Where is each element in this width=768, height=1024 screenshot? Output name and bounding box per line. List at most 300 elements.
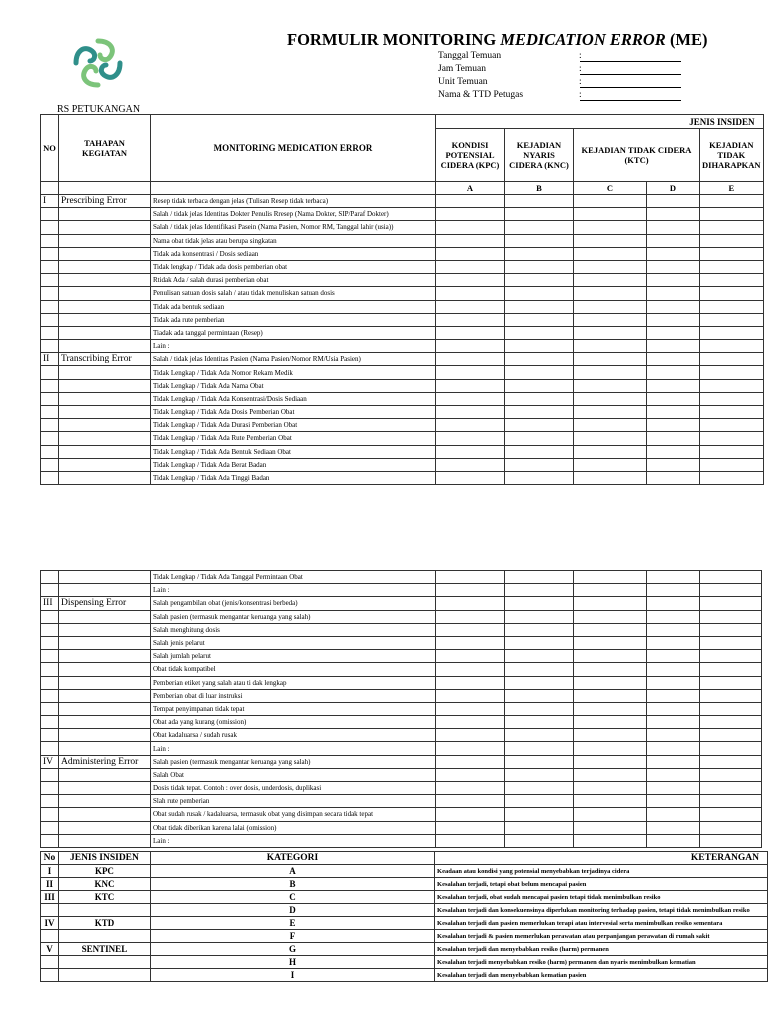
check-cell-e[interactable] <box>700 610 762 623</box>
check-cell-c[interactable] <box>574 729 647 742</box>
check-cell-d[interactable] <box>647 597 700 610</box>
check-cell-b[interactable] <box>505 392 574 405</box>
check-cell-d[interactable] <box>647 571 700 584</box>
check-cell-c[interactable] <box>574 260 647 273</box>
check-cell-a[interactable] <box>436 676 505 689</box>
header-letter-a: A <box>436 182 505 195</box>
check-cell-c[interactable] <box>574 287 647 300</box>
row-stage <box>59 768 151 781</box>
check-cell-a[interactable] <box>436 432 505 445</box>
check-cell-c[interactable] <box>574 313 647 326</box>
check-cell-d[interactable] <box>647 795 700 808</box>
check-cell-b[interactable] <box>505 432 574 445</box>
check-cell-c[interactable] <box>574 676 647 689</box>
check-cell-e[interactable] <box>700 584 762 597</box>
check-cell-e[interactable] <box>700 702 762 715</box>
check-cell-c[interactable] <box>574 663 647 676</box>
row-stage <box>59 432 151 445</box>
check-cell-c[interactable] <box>574 610 647 623</box>
check-cell-e[interactable] <box>700 406 764 419</box>
check-cell-b[interactable] <box>505 221 574 234</box>
check-cell-b[interactable] <box>505 702 574 715</box>
form-fields <box>438 51 688 103</box>
check-cell-c[interactable] <box>574 742 647 755</box>
check-cell-c[interactable] <box>574 782 647 795</box>
check-cell-c[interactable] <box>574 458 647 471</box>
check-cell-c[interactable] <box>574 366 647 379</box>
check-cell-a[interactable] <box>436 702 505 715</box>
check-cell-b[interactable] <box>505 571 574 584</box>
field-unit-temuan[interactable] <box>438 77 688 90</box>
check-cell-d[interactable] <box>647 808 700 821</box>
check-cell-a[interactable] <box>436 379 505 392</box>
check-cell-e[interactable] <box>700 247 764 260</box>
check-cell-c[interactable] <box>574 768 647 781</box>
check-cell-d[interactable] <box>647 260 700 273</box>
check-cell-c[interactable] <box>574 571 647 584</box>
check-cell-d[interactable] <box>647 340 700 353</box>
table-row <box>41 247 764 260</box>
check-cell-c[interactable] <box>574 808 647 821</box>
table-row <box>41 597 762 610</box>
check-cell-b[interactable] <box>505 821 574 834</box>
check-cell-c[interactable] <box>574 353 647 366</box>
table-row <box>41 610 762 623</box>
row-item: Obat kadaluarsa / sudah rusak <box>151 729 436 742</box>
check-cell-a[interactable] <box>436 571 505 584</box>
check-cell-c[interactable] <box>574 584 647 597</box>
check-cell-d[interactable] <box>647 432 700 445</box>
legend-keterangan: Kesalahan terjadi & pasien memerlukan perawatan atau perpanjangan perawatan di rumah sakit <box>435 930 768 943</box>
check-cell-e[interactable] <box>700 650 762 663</box>
check-cell-e[interactable] <box>700 729 762 742</box>
check-cell-b[interactable] <box>505 610 574 623</box>
check-cell-a[interactable] <box>436 623 505 636</box>
check-cell-b[interactable] <box>505 471 574 484</box>
header-jenis-insiden: JENIS INSIDEN <box>436 115 764 129</box>
check-cell-e[interactable] <box>700 676 762 689</box>
check-cell-e[interactable] <box>700 195 764 208</box>
check-cell-b[interactable] <box>505 195 574 208</box>
check-cell-b[interactable] <box>505 326 574 339</box>
check-cell-d[interactable] <box>647 471 700 484</box>
check-cell-e[interactable] <box>700 471 764 484</box>
check-cell-a[interactable] <box>436 313 505 326</box>
row-item: Salah Obat <box>151 768 436 781</box>
check-cell-d[interactable] <box>647 274 700 287</box>
row-item: Rtidak Ada / salah durasi pemberian obat <box>151 274 436 287</box>
field-nama-ttd[interactable] <box>438 90 688 103</box>
check-cell-b[interactable] <box>505 353 574 366</box>
check-cell-e[interactable] <box>700 234 764 247</box>
check-cell-b[interactable] <box>505 808 574 821</box>
legend-jenis <box>58 956 150 969</box>
check-cell-d[interactable] <box>647 584 700 597</box>
check-cell-d[interactable] <box>647 326 700 339</box>
check-cell-a[interactable] <box>436 419 505 432</box>
legend-no <box>41 904 59 917</box>
check-cell-d[interactable] <box>647 313 700 326</box>
check-cell-d[interactable] <box>647 208 700 221</box>
check-cell-a[interactable] <box>436 808 505 821</box>
row-item: Salah pengambilan obat (jenis/konsentrasi berbeda) <box>151 597 436 610</box>
check-cell-e[interactable] <box>700 571 762 584</box>
check-cell-a[interactable] <box>436 274 505 287</box>
check-cell-c[interactable] <box>574 636 647 649</box>
legend-jenis: KTD <box>58 917 150 930</box>
row-number <box>41 221 59 234</box>
check-cell-d[interactable] <box>647 636 700 649</box>
legend-no: V <box>41 943 59 956</box>
check-cell-d[interactable] <box>647 379 700 392</box>
field-tanggal-temuan[interactable] <box>438 51 688 64</box>
check-cell-a[interactable] <box>436 260 505 273</box>
check-cell-d[interactable] <box>647 234 700 247</box>
check-cell-b[interactable] <box>505 458 574 471</box>
check-cell-e[interactable] <box>700 379 764 392</box>
check-cell-d[interactable] <box>647 702 700 715</box>
field-colon: : <box>579 90 582 100</box>
check-cell-a[interactable] <box>436 584 505 597</box>
check-cell-b[interactable] <box>505 663 574 676</box>
check-cell-e[interactable] <box>700 782 762 795</box>
check-cell-b[interactable] <box>505 729 574 742</box>
row-number <box>41 676 59 689</box>
row-stage: Administering Error <box>59 755 151 768</box>
check-cell-c[interactable] <box>574 597 647 610</box>
check-cell-e[interactable] <box>700 834 762 847</box>
row-stage <box>59 234 151 247</box>
check-cell-d[interactable] <box>647 353 700 366</box>
check-cell-b[interactable] <box>505 419 574 432</box>
check-cell-b[interactable] <box>505 782 574 795</box>
check-cell-a[interactable] <box>436 716 505 729</box>
row-stage <box>59 821 151 834</box>
check-cell-e[interactable] <box>700 755 762 768</box>
check-cell-e[interactable] <box>700 353 764 366</box>
row-item: Salah pasien (termasuk mengantar keruanga yang salah) <box>151 755 436 768</box>
check-cell-a[interactable] <box>436 782 505 795</box>
check-cell-d[interactable] <box>647 729 700 742</box>
check-cell-a[interactable] <box>436 610 505 623</box>
check-cell-d[interactable] <box>647 195 700 208</box>
row-stage <box>59 742 151 755</box>
check-cell-c[interactable] <box>574 471 647 484</box>
check-cell-a[interactable] <box>436 221 505 234</box>
table-body-page-2 <box>41 571 762 848</box>
check-cell-e[interactable] <box>700 221 764 234</box>
check-cell-e[interactable] <box>700 458 764 471</box>
check-cell-b[interactable] <box>505 287 574 300</box>
check-cell-c[interactable] <box>574 208 647 221</box>
header-ktd: KEJADIAN TIDAK DIHARAPKAN <box>700 129 764 182</box>
check-cell-d[interactable] <box>647 689 700 702</box>
check-cell-a[interactable] <box>436 300 505 313</box>
check-cell-c[interactable] <box>574 300 647 313</box>
check-cell-c[interactable] <box>574 234 647 247</box>
check-cell-b[interactable] <box>505 742 574 755</box>
check-cell-a[interactable] <box>436 445 505 458</box>
row-stage <box>59 326 151 339</box>
check-cell-b[interactable] <box>505 768 574 781</box>
check-cell-b[interactable] <box>505 584 574 597</box>
table-row <box>41 782 762 795</box>
check-cell-c[interactable] <box>574 716 647 729</box>
check-cell-e[interactable] <box>700 445 764 458</box>
row-item: Tidak Lengkap / Tidak Ada Konsentrasi/Dosis Sediaan <box>151 392 436 405</box>
legend-jenis: KPC <box>58 865 150 878</box>
check-cell-e[interactable] <box>700 716 762 729</box>
check-cell-d[interactable] <box>647 392 700 405</box>
check-cell-e[interactable] <box>700 260 764 273</box>
legend-row <box>41 917 768 930</box>
check-cell-a[interactable] <box>436 287 505 300</box>
check-cell-c[interactable] <box>574 274 647 287</box>
check-cell-a[interactable] <box>436 821 505 834</box>
table-row <box>41 392 764 405</box>
check-cell-c[interactable] <box>574 247 647 260</box>
check-cell-d[interactable] <box>647 445 700 458</box>
check-cell-b[interactable] <box>505 247 574 260</box>
check-cell-d[interactable] <box>647 406 700 419</box>
check-cell-a[interactable] <box>436 597 505 610</box>
check-cell-d[interactable] <box>647 247 700 260</box>
check-cell-a[interactable] <box>436 340 505 353</box>
check-cell-b[interactable] <box>505 676 574 689</box>
check-cell-c[interactable] <box>574 650 647 663</box>
row-number <box>41 287 59 300</box>
check-cell-a[interactable] <box>436 366 505 379</box>
check-cell-c[interactable] <box>574 821 647 834</box>
check-cell-b[interactable] <box>505 445 574 458</box>
legend-kategori: G <box>150 943 434 956</box>
field-jam-temuan[interactable] <box>438 64 688 77</box>
check-cell-a[interactable] <box>436 406 505 419</box>
row-item: Salah pasien (termasuk mengantar keruanga yang salah) <box>151 610 436 623</box>
check-cell-d[interactable] <box>647 300 700 313</box>
table-row <box>41 729 762 742</box>
check-cell-e[interactable] <box>700 636 762 649</box>
row-stage <box>59 287 151 300</box>
check-cell-d[interactable] <box>647 755 700 768</box>
row-item: Tidak lengkap / Tidak ada dosis pemberian obat <box>151 260 436 273</box>
check-cell-b[interactable] <box>505 366 574 379</box>
check-cell-a[interactable] <box>436 458 505 471</box>
row-item: Tidak Lengkap / Tidak Ada Bentuk Sediaan Obat <box>151 445 436 458</box>
check-cell-b[interactable] <box>505 379 574 392</box>
check-cell-d[interactable] <box>647 366 700 379</box>
check-cell-b[interactable] <box>505 689 574 702</box>
check-cell-d[interactable] <box>647 458 700 471</box>
check-cell-d[interactable] <box>647 821 700 834</box>
check-cell-d[interactable] <box>647 742 700 755</box>
check-cell-e[interactable] <box>700 663 762 676</box>
check-cell-a[interactable] <box>436 650 505 663</box>
row-number: II <box>41 353 59 366</box>
table-row <box>41 366 764 379</box>
check-cell-e[interactable] <box>700 340 764 353</box>
check-cell-d[interactable] <box>647 610 700 623</box>
check-cell-a[interactable] <box>436 729 505 742</box>
legend-keterangan: Kesalahan terjadi dan pasien memerlukan terapi atau intervesial serta menimbulkan resiko sementara <box>435 917 768 930</box>
check-cell-e[interactable] <box>700 274 764 287</box>
check-cell-e[interactable] <box>700 623 762 636</box>
check-cell-c[interactable] <box>574 432 647 445</box>
legend-row <box>41 956 768 969</box>
check-cell-a[interactable] <box>436 636 505 649</box>
legend-kategori: H <box>150 956 434 969</box>
check-cell-a[interactable] <box>436 353 505 366</box>
check-cell-d[interactable] <box>647 834 700 847</box>
form-title: FORMULIR MONITORING MEDICATION ERROR (ME) <box>287 30 708 49</box>
check-cell-b[interactable] <box>505 300 574 313</box>
field-input-line[interactable] <box>580 100 681 101</box>
check-cell-b[interactable] <box>505 755 574 768</box>
check-cell-e[interactable] <box>700 432 764 445</box>
hospital-logo <box>70 35 126 91</box>
legend-body <box>41 865 768 982</box>
check-cell-e[interactable] <box>700 392 764 405</box>
check-cell-a[interactable] <box>436 195 505 208</box>
letter-spacer <box>151 182 436 195</box>
check-cell-b[interactable] <box>505 650 574 663</box>
check-cell-a[interactable] <box>436 795 505 808</box>
field-label: Tanggal Temuan <box>438 51 502 61</box>
legend-no <box>41 930 59 943</box>
check-cell-b[interactable] <box>505 834 574 847</box>
check-cell-b[interactable] <box>505 340 574 353</box>
check-cell-c[interactable] <box>574 689 647 702</box>
check-cell-c[interactable] <box>574 623 647 636</box>
check-cell-c[interactable] <box>574 326 647 339</box>
check-cell-a[interactable] <box>436 208 505 221</box>
legend-keterangan: Kesalahan terjadi menyebabkan resiko (harm) permanen dan nyaris menimbulkan kematian <box>435 956 768 969</box>
check-cell-a[interactable] <box>436 742 505 755</box>
check-cell-b[interactable] <box>505 274 574 287</box>
check-cell-c[interactable] <box>574 445 647 458</box>
check-cell-e[interactable] <box>700 821 762 834</box>
legend-keterangan: Keadaan atau kondisi yang potensial menyebabkan terjadinya cidera <box>435 865 768 878</box>
legend-row <box>41 865 768 878</box>
check-cell-e[interactable] <box>700 768 762 781</box>
check-cell-e[interactable] <box>700 742 762 755</box>
row-number <box>41 610 59 623</box>
check-cell-d[interactable] <box>647 782 700 795</box>
field-input-line[interactable] <box>580 74 681 75</box>
check-cell-e[interactable] <box>700 808 762 821</box>
check-cell-e[interactable] <box>700 326 764 339</box>
check-cell-a[interactable] <box>436 234 505 247</box>
check-cell-d[interactable] <box>647 221 700 234</box>
check-cell-a[interactable] <box>436 755 505 768</box>
row-item: Salah jenis pelarut <box>151 636 436 649</box>
check-cell-d[interactable] <box>647 716 700 729</box>
table-row <box>41 379 764 392</box>
check-cell-e[interactable] <box>700 689 762 702</box>
row-stage <box>59 584 151 597</box>
check-cell-a[interactable] <box>436 471 505 484</box>
check-cell-a[interactable] <box>436 689 505 702</box>
check-cell-d[interactable] <box>647 676 700 689</box>
legend-kategori: B <box>150 878 434 891</box>
check-cell-a[interactable] <box>436 768 505 781</box>
row-number <box>41 663 59 676</box>
check-cell-c[interactable] <box>574 419 647 432</box>
letter-spacer <box>41 182 59 195</box>
check-cell-c[interactable] <box>574 702 647 715</box>
check-cell-b[interactable] <box>505 313 574 326</box>
row-item: Lain : <box>151 340 436 353</box>
legend-header-kategori: KATEGORI <box>150 852 434 865</box>
check-cell-d[interactable] <box>647 419 700 432</box>
check-cell-e[interactable] <box>700 366 764 379</box>
check-cell-e[interactable] <box>700 313 764 326</box>
table-row <box>41 755 762 768</box>
row-number: IV <box>41 755 59 768</box>
check-cell-b[interactable] <box>505 623 574 636</box>
field-input-line[interactable] <box>580 87 681 88</box>
row-item: Obat tidak kompatibel <box>151 663 436 676</box>
row-stage <box>59 458 151 471</box>
check-cell-b[interactable] <box>505 260 574 273</box>
check-cell-c[interactable] <box>574 406 647 419</box>
check-cell-b[interactable] <box>505 208 574 221</box>
check-cell-a[interactable] <box>436 247 505 260</box>
check-cell-b[interactable] <box>505 636 574 649</box>
check-cell-c[interactable] <box>574 755 647 768</box>
check-cell-c[interactable] <box>574 221 647 234</box>
check-cell-b[interactable] <box>505 716 574 729</box>
check-cell-c[interactable] <box>574 379 647 392</box>
check-cell-e[interactable] <box>700 300 764 313</box>
row-stage <box>59 650 151 663</box>
check-cell-c[interactable] <box>574 392 647 405</box>
table-row <box>41 432 764 445</box>
check-cell-e[interactable] <box>700 208 764 221</box>
check-cell-b[interactable] <box>505 597 574 610</box>
check-cell-e[interactable] <box>700 597 762 610</box>
legend-kategori: E <box>150 917 434 930</box>
row-stage: Prescribing Error <box>59 195 151 208</box>
check-cell-b[interactable] <box>505 234 574 247</box>
check-cell-a[interactable] <box>436 326 505 339</box>
check-cell-a[interactable] <box>436 392 505 405</box>
check-cell-a[interactable] <box>436 663 505 676</box>
legend-row <box>41 891 768 904</box>
table-body-page-1 <box>41 195 764 485</box>
check-cell-e[interactable] <box>700 419 764 432</box>
check-cell-d[interactable] <box>647 663 700 676</box>
check-cell-a[interactable] <box>436 834 505 847</box>
check-cell-c[interactable] <box>574 195 647 208</box>
row-item: Salah jumlah pelarut <box>151 650 436 663</box>
check-cell-c[interactable] <box>574 795 647 808</box>
check-cell-e[interactable] <box>700 795 762 808</box>
check-cell-b[interactable] <box>505 795 574 808</box>
field-colon: : <box>579 51 582 61</box>
check-cell-d[interactable] <box>647 650 700 663</box>
check-cell-c[interactable] <box>574 340 647 353</box>
field-input-line[interactable] <box>580 61 681 62</box>
check-cell-c[interactable] <box>574 834 647 847</box>
check-cell-d[interactable] <box>647 768 700 781</box>
check-cell-d[interactable] <box>647 287 700 300</box>
check-cell-e[interactable] <box>700 287 764 300</box>
check-cell-d[interactable] <box>647 623 700 636</box>
row-number <box>41 366 59 379</box>
row-stage: Transcribing Error <box>59 353 151 366</box>
check-cell-b[interactable] <box>505 406 574 419</box>
